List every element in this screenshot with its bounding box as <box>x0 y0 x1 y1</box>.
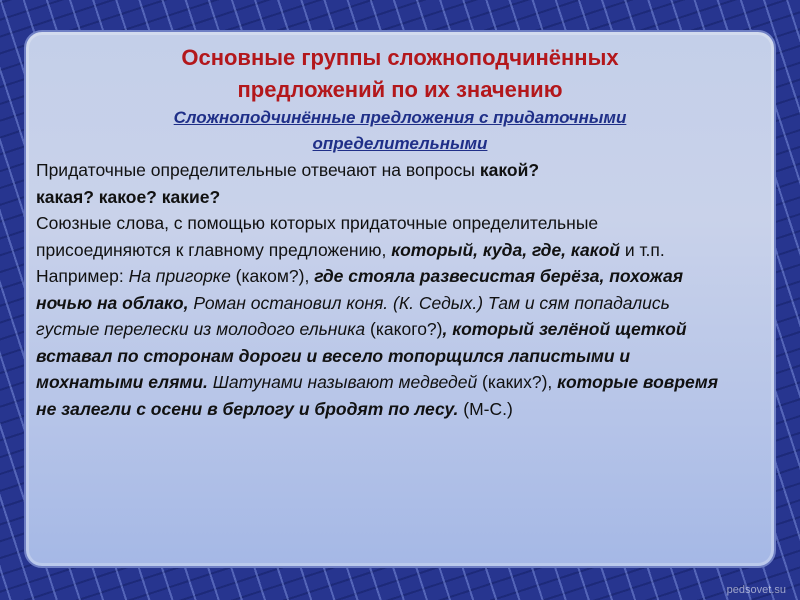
title-line-1: Основные группы сложноподчинённых <box>181 45 619 70</box>
body-text <box>36 157 736 422</box>
slide-panel <box>24 30 776 568</box>
paragraph-examples: Например: На пригорке (каком?), где стояла развесистая берёза, похожая ночью на облако, Роман остановил коня. (К. Седых.) Там и сям попадались густые перелески из молодого ельника (какого?), который зелёной щеткой вставал по сторонам дороги и весело топорщился лапистыми и мохнатыми елями. Шатунами называют медведей (каких?), которые вовремя не залегли с осени в берлогу и бродят по лесу. (М-С.) <box>36 266 719 419</box>
subtitle-line-2: определительными <box>312 134 488 153</box>
example-clause-2: , который зелёной щеткой вставал по сторонам дороги и весело топорщился лапистыми и мохнатыми елями. <box>36 319 687 392</box>
subtitle-line-1: Сложноподчинённые предложения с придаточными <box>173 108 627 127</box>
example-clause-1: где стояла развесистая берёза, похожая ночью на облако, <box>36 266 684 313</box>
slide-title <box>26 42 774 106</box>
paragraph-questions: Придаточные определительные отвечают на вопросы какой? какая? какое? какие? <box>36 160 540 207</box>
conjunctive-words-list: который, куда, где, какой <box>391 239 620 260</box>
question-bold-1: какой? <box>479 160 540 180</box>
watermark: pedsovet.su <box>726 584 786 596</box>
slide-subtitle <box>26 105 774 157</box>
example-clause-3: которые вовремя не залегли с осени в берлогу и бродят по лесу. <box>36 372 719 419</box>
paragraph-conjunctive-words: Союзные слова, с помощью которых придаточные определительные присоединяются к главному предложению, который, куда, где, какой и т.п. <box>36 213 665 260</box>
title-line-2: предложений по их значению <box>237 77 563 102</box>
question-bold-2: какая? какое? какие? <box>36 186 221 207</box>
